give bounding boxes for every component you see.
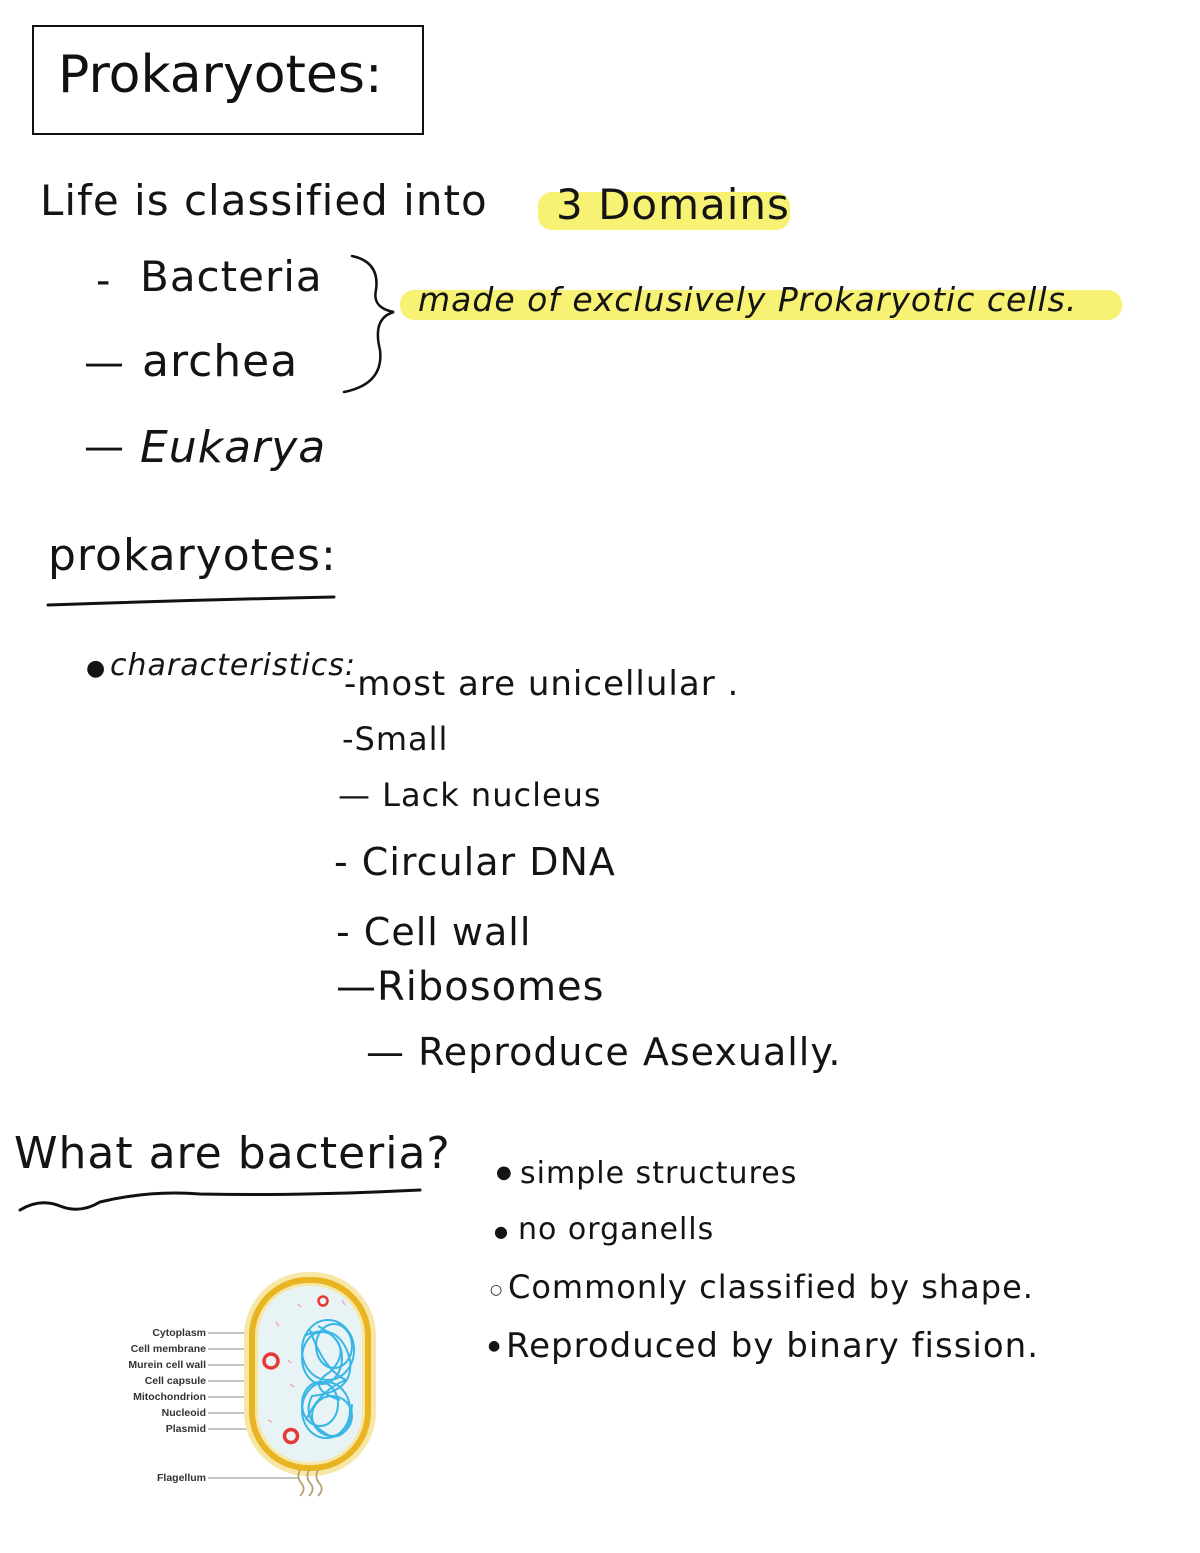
list-item: simple structures (520, 1156, 798, 1191)
domain-item: Bacteria (140, 252, 323, 301)
bullet-dot: ● (494, 1222, 509, 1241)
diagram-label: Murein cell wall (128, 1359, 206, 1371)
intro-text: Life is classified into (40, 176, 488, 225)
intro-highlight-text: 3 Domains (556, 180, 790, 229)
bullet-dot: ● (496, 1162, 513, 1183)
section-heading: prokaryotes: (48, 530, 337, 581)
bullet-dot: ● (488, 1338, 502, 1354)
diagram-label: Cytoplasm (152, 1327, 206, 1339)
domains-note: made of exclusively Prokaryotic cells. (418, 280, 1078, 319)
bacteria-heading: What are bacteria? (14, 1128, 451, 1179)
diagram-label: Cell membrane (130, 1343, 206, 1355)
characteristics-bullet: ● (86, 656, 107, 681)
diagram-label: Mitochondrion (133, 1391, 206, 1403)
list-item: - Cell wall (336, 910, 532, 954)
diagram-label: Plasmid (165, 1423, 206, 1435)
list-item: — Lack nucleus (338, 776, 602, 814)
domain-item: Eukarya (140, 422, 327, 473)
list-item: Reproduced by binary fission. (506, 1326, 1040, 1366)
domain-dash: — (84, 340, 125, 386)
list-item: Commonly classified by shape. (508, 1268, 1034, 1306)
characteristics-label: characteristics: (110, 648, 356, 683)
domain-dash: — (84, 424, 125, 470)
diagram-label: Cell capsule (144, 1375, 206, 1387)
domain-dash: - (96, 258, 112, 304)
list-item: — Reproduce Asexually. (366, 1030, 842, 1074)
list-item: —Ribosomes (336, 964, 605, 1010)
list-item: - Circular DNA (334, 840, 616, 884)
domain-item: archea (142, 336, 299, 387)
bullet-dot: ○ (490, 1282, 504, 1298)
page-title: Prokaryotes: (58, 45, 383, 105)
list-item: -most are unicellular . (344, 664, 740, 704)
diagram-label: Flagellum (156, 1472, 206, 1484)
list-item: -Small (342, 720, 449, 758)
diagram-label: Nucleoid (161, 1407, 206, 1419)
list-item: no organells (518, 1212, 715, 1247)
